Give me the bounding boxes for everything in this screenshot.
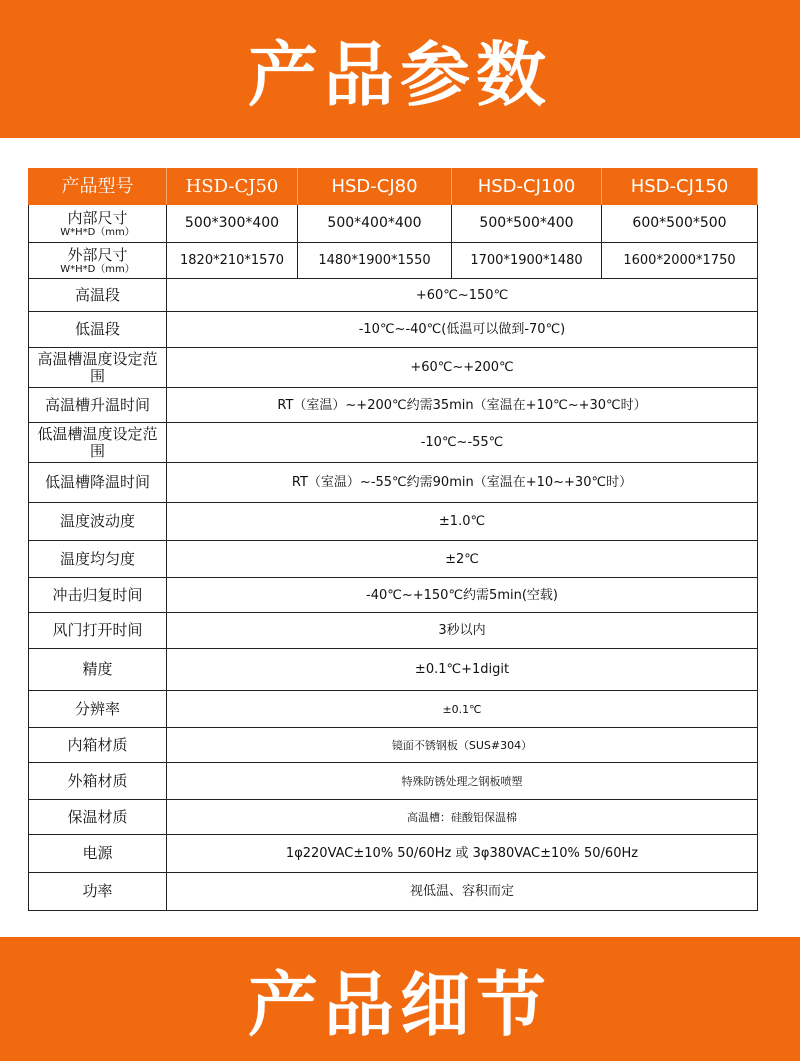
spec-row bbox=[29, 800, 758, 835]
spec-row bbox=[29, 348, 758, 388]
spec-row bbox=[29, 463, 758, 503]
spec-row bbox=[29, 423, 758, 463]
top-banner bbox=[0, 0, 800, 138]
spec-label: 风门打开时间 bbox=[29, 613, 167, 649]
spec-label: 内箱材质 bbox=[29, 728, 167, 763]
model-header: HSD-CJ80 bbox=[298, 169, 452, 205]
spec-value: 高温槽：硅酸铝保温棉 bbox=[167, 800, 758, 835]
inner-size-value: 500*300*400 bbox=[167, 205, 298, 243]
spec-row bbox=[29, 728, 758, 763]
spec-row bbox=[29, 691, 758, 728]
spec-row bbox=[29, 873, 758, 911]
spec-label: 高温槽温度设定范围 bbox=[29, 348, 167, 388]
spec-label: 分辨率 bbox=[29, 691, 167, 728]
outer-size-value: 1700*1900*1480 bbox=[452, 243, 602, 279]
spec-label: 保温材质 bbox=[29, 800, 167, 835]
spec-value: 镜面不锈钢板（SUS#304） bbox=[167, 728, 758, 763]
spec-label: 高温段 bbox=[29, 279, 167, 312]
spec-row bbox=[29, 649, 758, 691]
spec-label: 外箱材质 bbox=[29, 763, 167, 800]
spec-value: 3秒以内 bbox=[167, 613, 758, 649]
spec-row bbox=[29, 835, 758, 873]
spec-value: -10℃~-40℃(低温可以做到-70℃) bbox=[167, 312, 758, 348]
outer-size-unit: W*H*D（mm） bbox=[60, 263, 135, 275]
model-header: HSD-CJ100 bbox=[452, 169, 602, 205]
spec-row bbox=[29, 279, 758, 312]
spec-label: 低温段 bbox=[29, 312, 167, 348]
spec-row bbox=[29, 503, 758, 541]
spec-label: 低温槽降温时间 bbox=[29, 463, 167, 503]
spec-value: ±1.0℃ bbox=[167, 503, 758, 541]
inner-size-value: 600*500*500 bbox=[602, 205, 758, 243]
inner-size-label-cell bbox=[29, 205, 167, 243]
spec-row bbox=[29, 312, 758, 348]
outer-size-value: 1600*2000*1750 bbox=[602, 243, 758, 279]
model-header: HSD-CJ150 bbox=[602, 169, 758, 205]
spec-row bbox=[29, 578, 758, 613]
spec-label: 温度均匀度 bbox=[29, 541, 167, 578]
spec-row bbox=[29, 388, 758, 423]
spec-row bbox=[29, 613, 758, 649]
spec-value: RT（室温）~+200℃约需35min（室温在+10℃~+30℃时） bbox=[167, 388, 758, 423]
outer-size-value: 1820*210*1570 bbox=[167, 243, 298, 279]
spec-label: 电源 bbox=[29, 835, 167, 873]
outer-size-label-cell bbox=[29, 243, 167, 279]
inner-size-label: 内部尺寸 bbox=[67, 208, 128, 227]
spec-label: 温度波动度 bbox=[29, 503, 167, 541]
spec-label: 功率 bbox=[29, 873, 167, 911]
spec-table bbox=[28, 168, 758, 911]
spec-row bbox=[29, 541, 758, 578]
spec-value: +60℃~+200℃ bbox=[167, 348, 758, 388]
model-header: HSD-CJ50 bbox=[167, 169, 298, 205]
spec-value: 1φ220VAC±10% 50/60Hz 或 3φ380VAC±10% 50/60Hz bbox=[167, 835, 758, 873]
spec-value: RT（室温）~-55℃约需90min（室温在+10~+30℃时） bbox=[167, 463, 758, 503]
bottom-banner-title: 产品细节 bbox=[248, 963, 552, 1046]
spec-value: 特殊防锈处理之钢板喷塑 bbox=[167, 763, 758, 800]
header-label: 产品型号 bbox=[29, 169, 167, 205]
spec-value: 视低温、容积而定 bbox=[167, 873, 758, 911]
top-banner-title: 产品参数 bbox=[248, 33, 552, 116]
spec-value: ±0.1℃ bbox=[167, 691, 758, 728]
spec-row bbox=[29, 763, 758, 800]
spec-value: -10℃~-55℃ bbox=[167, 423, 758, 463]
inner-size-unit: W*H*D（mm） bbox=[60, 226, 135, 238]
header-row bbox=[29, 169, 758, 205]
spec-value: -40℃~+150℃约需5min(空载) bbox=[167, 578, 758, 613]
outer-size-row bbox=[29, 243, 758, 279]
inner-size-value: 500*400*400 bbox=[298, 205, 452, 243]
bottom-banner bbox=[0, 937, 800, 1061]
inner-size-value: 500*500*400 bbox=[452, 205, 602, 243]
spec-value: ±0.1℃+1digit bbox=[167, 649, 758, 691]
spec-label: 高温槽升温时间 bbox=[29, 388, 167, 423]
outer-size-label: 外部尺寸 bbox=[67, 245, 128, 264]
spec-label: 冲击归复时间 bbox=[29, 578, 167, 613]
inner-size-row bbox=[29, 205, 758, 243]
spec-value: +60℃~150℃ bbox=[167, 279, 758, 312]
spec-label: 精度 bbox=[29, 649, 167, 691]
outer-size-value: 1480*1900*1550 bbox=[298, 243, 452, 279]
spec-label: 低温槽温度设定范围 bbox=[29, 423, 167, 463]
spec-value: ±2℃ bbox=[167, 541, 758, 578]
